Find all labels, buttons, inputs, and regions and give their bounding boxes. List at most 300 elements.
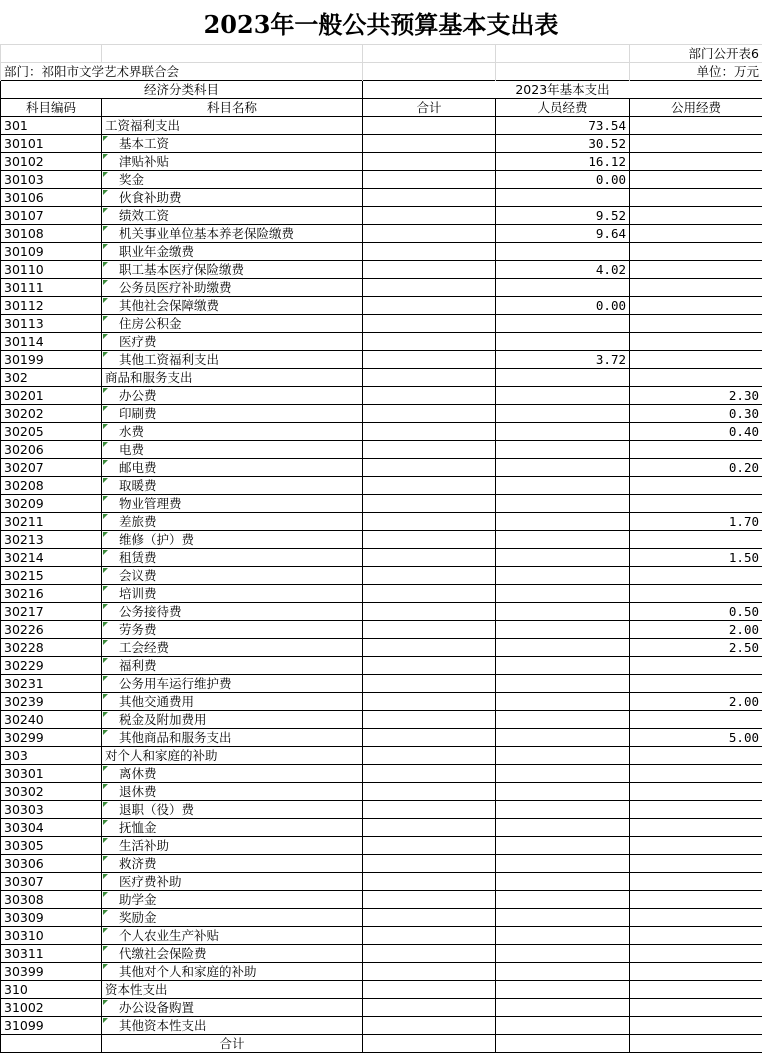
table-row (1, 279, 762, 297)
cell-marker-icon (103, 262, 108, 267)
row-total (363, 693, 496, 711)
row-personnel (496, 585, 630, 603)
total-row-public (630, 1035, 762, 1053)
cell-marker-icon (103, 226, 108, 231)
row-public (630, 171, 762, 189)
row-personnel (496, 387, 630, 405)
row-personnel (496, 279, 630, 297)
row-code: 30299 (1, 729, 102, 747)
cell-marker-icon (103, 712, 108, 717)
row-name: 邮电费 (102, 459, 363, 477)
row-code: 30108 (1, 225, 102, 243)
table-row (1, 873, 762, 891)
row-name: 机关事业单位基本养老保险缴费 (102, 225, 363, 243)
row-name: 工资福利支出 (102, 117, 363, 135)
row-personnel (496, 1017, 630, 1035)
row-total (363, 207, 496, 225)
row-personnel (496, 693, 630, 711)
row-total (363, 621, 496, 639)
row-name: 资本性支出 (102, 981, 363, 999)
row-code: 30213 (1, 531, 102, 549)
cell-marker-icon (103, 802, 108, 807)
cell-marker-icon (103, 622, 108, 627)
header-row-1 (1, 81, 762, 99)
row-code: 30114 (1, 333, 102, 351)
row-name: 水费 (102, 423, 363, 441)
table-row (1, 765, 762, 783)
cell-marker-icon (103, 532, 108, 537)
row-public (630, 567, 762, 585)
row-total (363, 387, 496, 405)
row-name: 其他商品和服务支出 (102, 729, 363, 747)
row-name: 职业年金缴费 (102, 243, 363, 261)
row-personnel (496, 675, 630, 693)
row-public (630, 495, 762, 513)
row-personnel (496, 513, 630, 531)
cell-marker-icon (103, 730, 108, 735)
row-name: 公务接待费 (102, 603, 363, 621)
row-name: 维修（护）费 (102, 531, 363, 549)
row-personnel (496, 477, 630, 495)
row-public (630, 657, 762, 675)
row-total (363, 765, 496, 783)
row-total (363, 801, 496, 819)
row-personnel (496, 711, 630, 729)
table-row (1, 135, 762, 153)
row-total (363, 657, 496, 675)
row-public (630, 297, 762, 315)
table-row (1, 891, 762, 909)
cell-marker-icon (103, 478, 108, 483)
department-label: 部门：祁阳市文学艺术界联合会 (1, 63, 363, 81)
table-row (1, 153, 762, 171)
row-personnel (496, 423, 630, 441)
row-public: 2.00 (630, 621, 762, 639)
table-row (1, 513, 762, 531)
row-code: 30311 (1, 945, 102, 963)
row-total (363, 729, 496, 747)
table-row (1, 423, 762, 441)
cell-marker-icon (103, 946, 108, 951)
row-name: 物业管理费 (102, 495, 363, 513)
row-total (363, 981, 496, 999)
cell-marker-icon (103, 856, 108, 861)
row-personnel (496, 729, 630, 747)
table-row (1, 999, 762, 1017)
row-name: 助学金 (102, 891, 363, 909)
row-personnel (496, 765, 630, 783)
table-row (1, 315, 762, 333)
row-total (363, 963, 496, 981)
row-public (630, 207, 762, 225)
row-code: 30301 (1, 765, 102, 783)
row-personnel (496, 531, 630, 549)
cell-marker-icon (103, 190, 108, 195)
cell-marker-icon (103, 820, 108, 825)
row-name: 电费 (102, 441, 363, 459)
name-header: 科目名称 (102, 99, 363, 117)
cell-marker-icon (103, 154, 108, 159)
row-name: 住房公积金 (102, 315, 363, 333)
row-name: 退休费 (102, 783, 363, 801)
row-total (363, 369, 496, 387)
row-name: 基本工资 (102, 135, 363, 153)
row-public (630, 891, 762, 909)
row-personnel (496, 459, 630, 477)
row-public (630, 675, 762, 693)
table-row (1, 837, 762, 855)
row-personnel (496, 405, 630, 423)
row-personnel (496, 603, 630, 621)
row-total (363, 1017, 496, 1035)
row-name: 代缴社会保险费 (102, 945, 363, 963)
row-personnel (496, 981, 630, 999)
row-public (630, 135, 762, 153)
row-code: 30113 (1, 315, 102, 333)
table-row (1, 747, 762, 765)
row-code: 30206 (1, 441, 102, 459)
row-personnel (496, 783, 630, 801)
row-personnel (496, 855, 630, 873)
row-public (630, 783, 762, 801)
cell-marker-icon (103, 334, 108, 339)
cell-marker-icon (103, 658, 108, 663)
table-row (1, 333, 762, 351)
table-row (1, 477, 762, 495)
row-name: 劳务费 (102, 621, 363, 639)
row-personnel: 9.52 (496, 207, 630, 225)
row-public (630, 981, 762, 999)
total-row-total (363, 1035, 496, 1053)
row-code: 30209 (1, 495, 102, 513)
table-row (1, 675, 762, 693)
table-row (1, 171, 762, 189)
table-row (1, 909, 762, 927)
row-public (630, 873, 762, 891)
row-total (363, 351, 496, 369)
cell-marker-icon (103, 388, 108, 393)
table-row (1, 189, 762, 207)
row-code: 30310 (1, 927, 102, 945)
row-total (363, 819, 496, 837)
row-personnel (496, 999, 630, 1017)
row-code: 302 (1, 369, 102, 387)
row-total (363, 513, 496, 531)
row-name: 退职（役）费 (102, 801, 363, 819)
row-public: 1.70 (630, 513, 762, 531)
row-code: 310 (1, 981, 102, 999)
row-public (630, 477, 762, 495)
row-personnel (496, 747, 630, 765)
total-row (1, 1035, 762, 1053)
row-code: 30207 (1, 459, 102, 477)
row-total (363, 405, 496, 423)
cell-marker-icon (103, 1000, 108, 1005)
row-total (363, 873, 496, 891)
row-personnel (496, 657, 630, 675)
table-row (1, 1017, 762, 1035)
row-total (363, 675, 496, 693)
public-header: 公用经费 (630, 99, 762, 117)
row-personnel (496, 819, 630, 837)
row-public (630, 585, 762, 603)
row-personnel: 4.02 (496, 261, 630, 279)
row-public (630, 765, 762, 783)
row-name: 差旅费 (102, 513, 363, 531)
row-code: 30101 (1, 135, 102, 153)
row-public (630, 153, 762, 171)
row-code: 30308 (1, 891, 102, 909)
row-personnel (496, 963, 630, 981)
row-code: 30215 (1, 567, 102, 585)
row-personnel (496, 369, 630, 387)
table-row (1, 603, 762, 621)
row-public (630, 837, 762, 855)
row-personnel (496, 243, 630, 261)
row-personnel (496, 621, 630, 639)
row-public (630, 225, 762, 243)
row-public: 0.50 (630, 603, 762, 621)
row-public (630, 279, 762, 297)
row-name: 租赁费 (102, 549, 363, 567)
row-total (363, 225, 496, 243)
row-total (363, 891, 496, 909)
table-row (1, 657, 762, 675)
form-number: 部门公开表6 (630, 45, 762, 63)
row-total (363, 855, 496, 873)
row-name: 伙食补助费 (102, 189, 363, 207)
row-total (363, 531, 496, 549)
row-total (363, 171, 496, 189)
row-total (363, 477, 496, 495)
year-expense-header: 2023年基本支出 (363, 81, 762, 99)
row-total (363, 135, 496, 153)
table-row (1, 225, 762, 243)
table-row (1, 441, 762, 459)
row-public (630, 1017, 762, 1035)
row-public (630, 747, 762, 765)
row-personnel (496, 801, 630, 819)
row-total (363, 441, 496, 459)
row-code: 30229 (1, 657, 102, 675)
row-public: 5.00 (630, 729, 762, 747)
row-name: 公务员医疗补助缴费 (102, 279, 363, 297)
row-code: 30217 (1, 603, 102, 621)
form-number-row (1, 45, 762, 63)
row-code: 30201 (1, 387, 102, 405)
table-row (1, 963, 762, 981)
row-total (363, 189, 496, 207)
department-row (1, 63, 762, 81)
row-name: 津贴补贴 (102, 153, 363, 171)
cell-marker-icon (103, 766, 108, 771)
table-row (1, 693, 762, 711)
cell-marker-icon (103, 460, 108, 465)
row-name: 职工基本医疗保险缴费 (102, 261, 363, 279)
row-total (363, 711, 496, 729)
row-name: 工会经费 (102, 639, 363, 657)
row-personnel (496, 873, 630, 891)
row-public (630, 315, 762, 333)
row-personnel (496, 927, 630, 945)
cell-marker-icon (103, 406, 108, 411)
cell-marker-icon (103, 172, 108, 177)
row-name: 福利费 (102, 657, 363, 675)
table-row (1, 117, 762, 135)
row-code: 30239 (1, 693, 102, 711)
row-code: 30211 (1, 513, 102, 531)
row-personnel (496, 315, 630, 333)
row-public: 2.00 (630, 693, 762, 711)
row-public (630, 945, 762, 963)
cell-marker-icon (103, 280, 108, 285)
row-total (363, 837, 496, 855)
row-code: 30103 (1, 171, 102, 189)
budget-table (0, 44, 762, 1053)
row-code: 30302 (1, 783, 102, 801)
row-name: 取暖费 (102, 477, 363, 495)
row-total (363, 603, 496, 621)
row-code: 30231 (1, 675, 102, 693)
cell-marker-icon (103, 442, 108, 447)
row-public (630, 711, 762, 729)
row-total (363, 459, 496, 477)
row-public: 1.50 (630, 549, 762, 567)
row-name: 离休费 (102, 765, 363, 783)
row-name: 其他对个人和家庭的补助 (102, 963, 363, 981)
row-personnel: 16.12 (496, 153, 630, 171)
table-row (1, 567, 762, 585)
row-personnel (496, 333, 630, 351)
row-total (363, 243, 496, 261)
row-name: 抚恤金 (102, 819, 363, 837)
row-total (363, 999, 496, 1017)
row-personnel: 0.00 (496, 297, 630, 315)
row-total (363, 747, 496, 765)
row-code: 30306 (1, 855, 102, 873)
cell-marker-icon (103, 784, 108, 789)
row-total (363, 261, 496, 279)
row-personnel (496, 567, 630, 585)
row-code: 30205 (1, 423, 102, 441)
row-code: 30102 (1, 153, 102, 171)
cell-marker-icon (103, 244, 108, 249)
table-row (1, 711, 762, 729)
cell-marker-icon (103, 352, 108, 357)
row-code: 30110 (1, 261, 102, 279)
cell-marker-icon (103, 694, 108, 699)
unit-label: 单位：万元 (630, 63, 762, 81)
total-row-label: 合计 (102, 1035, 363, 1053)
row-name: 对个人和家庭的补助 (102, 747, 363, 765)
cell-marker-icon (103, 676, 108, 681)
row-public: 0.30 (630, 405, 762, 423)
row-name: 公务用车运行维护费 (102, 675, 363, 693)
row-code: 30199 (1, 351, 102, 369)
cell-marker-icon (103, 928, 108, 933)
table-row (1, 621, 762, 639)
cell-marker-icon (103, 1018, 108, 1023)
table-row (1, 243, 762, 261)
row-code: 30202 (1, 405, 102, 423)
table-row (1, 927, 762, 945)
row-name: 绩效工资 (102, 207, 363, 225)
row-total (363, 333, 496, 351)
row-code: 30226 (1, 621, 102, 639)
row-personnel: 30.52 (496, 135, 630, 153)
row-name: 商品和服务支出 (102, 369, 363, 387)
row-name: 生活补助 (102, 837, 363, 855)
table-row (1, 549, 762, 567)
row-code: 303 (1, 747, 102, 765)
row-personnel (496, 189, 630, 207)
page-title: 2023年一般公共预算基本支出表 (203, 9, 559, 39)
row-total (363, 945, 496, 963)
row-public (630, 351, 762, 369)
table-row (1, 405, 762, 423)
table-row (1, 981, 762, 999)
table-row (1, 639, 762, 657)
row-public (630, 927, 762, 945)
cell-marker-icon (103, 550, 108, 555)
row-personnel (496, 909, 630, 927)
row-total (363, 585, 496, 603)
row-public (630, 531, 762, 549)
row-public (630, 189, 762, 207)
row-public (630, 855, 762, 873)
row-total (363, 297, 496, 315)
cell-marker-icon (103, 892, 108, 897)
row-total (363, 423, 496, 441)
row-code: 30303 (1, 801, 102, 819)
row-code: 30111 (1, 279, 102, 297)
row-code: 301 (1, 117, 102, 135)
table-row (1, 261, 762, 279)
cell-marker-icon (103, 640, 108, 645)
row-public (630, 261, 762, 279)
row-code: 30307 (1, 873, 102, 891)
row-code: 30216 (1, 585, 102, 603)
row-code: 31002 (1, 999, 102, 1017)
row-total (363, 279, 496, 297)
row-code: 30399 (1, 963, 102, 981)
code-header: 科目编码 (1, 99, 102, 117)
row-name: 奖励金 (102, 909, 363, 927)
total-header: 合计 (363, 99, 496, 117)
row-personnel (496, 945, 630, 963)
cell-marker-icon (103, 316, 108, 321)
table-row (1, 585, 762, 603)
row-personnel (496, 549, 630, 567)
row-code: 30305 (1, 837, 102, 855)
row-personnel (496, 441, 630, 459)
row-code: 30228 (1, 639, 102, 657)
row-personnel (496, 495, 630, 513)
row-code: 30208 (1, 477, 102, 495)
table-row (1, 801, 762, 819)
row-personnel (496, 837, 630, 855)
row-total (363, 315, 496, 333)
row-code: 30214 (1, 549, 102, 567)
cell-marker-icon (103, 298, 108, 303)
row-public: 2.30 (630, 387, 762, 405)
table-row (1, 531, 762, 549)
row-total (363, 153, 496, 171)
row-name: 培训费 (102, 585, 363, 603)
row-code: 30109 (1, 243, 102, 261)
row-public: 0.40 (630, 423, 762, 441)
row-public (630, 243, 762, 261)
